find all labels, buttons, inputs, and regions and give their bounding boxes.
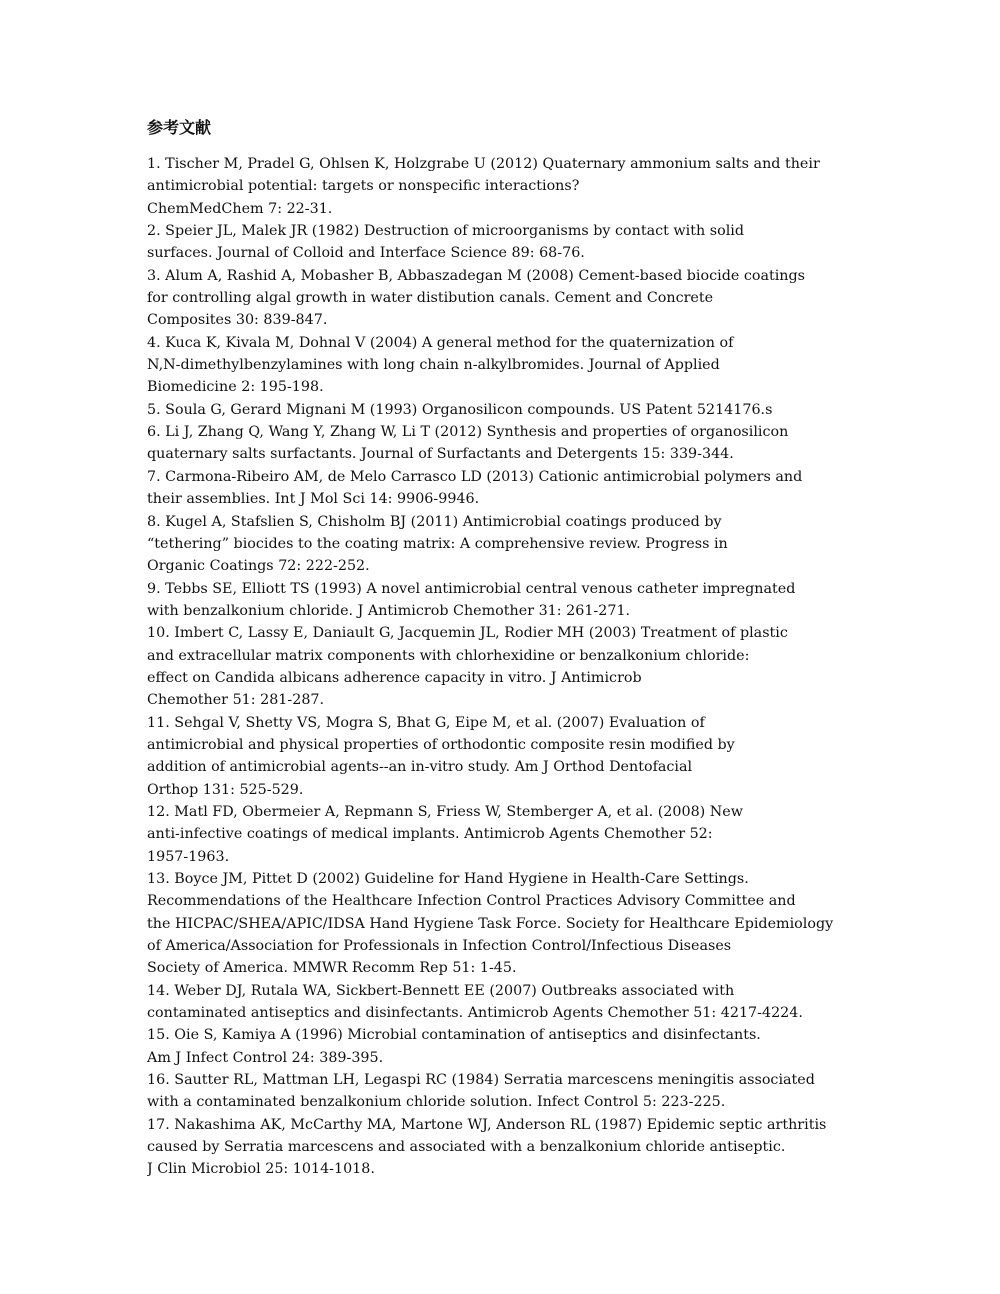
reference-line: ChemMedChem 7: 22-31. — [147, 200, 333, 217]
reference-line: quaternary salts surfactants. Journal of Surfactants and Detergents 15: 339-344. — [147, 446, 734, 463]
reference-line: anti-infective coatings of medical implants. Antimicrob Agents Chemother 52: — [147, 826, 713, 843]
reference-page — [147, 117, 859, 1181]
reference-item — [147, 1024, 859, 1069]
reference-item — [147, 220, 859, 265]
reference-line: Orthop 131: 525-529. — [147, 781, 304, 798]
reference-line: 10. Imbert C, Lassy E, Daniault G, Jacquemin JL, Rodier MH (2003) Treatment of plastic — [147, 625, 788, 642]
reference-line: antimicrobial potential: targets or nonspecific interactions? — [147, 178, 580, 195]
reference-line: Chemother 51: 281-287. — [147, 692, 325, 709]
reference-line: 4. Kuca K, Kivala M, Dohnal V (2004) A general method for the quaternization of — [147, 334, 734, 351]
reference-item — [147, 622, 859, 711]
reference-line: 8. Kugel A, Stafslien S, Chisholm BJ (2011) Antimicrobial coatings produced by — [147, 513, 722, 530]
reference-item — [147, 1114, 859, 1181]
reference-item — [147, 265, 859, 332]
reference-line: 17. Nakashima AK, McCarthy MA, Martone WJ, Anderson RL (1987) Epidemic septic arthritis — [147, 1116, 827, 1133]
reference-line: Am J Infect Control 24: 389-395. — [147, 1049, 384, 1066]
reference-line: surfaces. Journal of Colloid and Interface Science 89: 68-76. — [147, 245, 585, 262]
reference-line: of America/Association for Professionals in Infection Control/Infectious Diseases — [147, 938, 732, 955]
reference-line: 6. Li J, Zhang Q, Wang Y, Zhang W, Li T (2012) Synthesis and properties of organosilicon — [147, 424, 789, 441]
reference-line: N,N-dimethylbenzylamines with long chain n-alkylbromides. Journal of Applied — [147, 357, 720, 374]
reference-line: 3. Alum A, Rashid A, Mobasher B, Abbaszadegan M (2008) Cement-based biocide coatings — [147, 267, 805, 284]
reference-line: Recommendations of the Healthcare Infection Control Practices Advisory Committee and — [147, 893, 796, 910]
reference-list — [147, 153, 859, 1181]
reference-line: their assemblies. Int J Mol Sci 14: 9906-9946. — [147, 491, 480, 508]
reference-item — [147, 1069, 859, 1114]
reference-line: and extracellular matrix components with chlorhexidine or benzalkonium chloride: — [147, 647, 750, 664]
reference-line: 5. Soula G, Gerard Mignani M (1993) Organosilicon compounds. US Patent 5214176.s — [147, 401, 773, 418]
reference-item — [147, 868, 859, 980]
reference-line: 13. Boyce JM, Pittet D (2002) Guideline for Hand Hygiene in Health-Care Settings. — [147, 871, 749, 887]
reference-line: 1. Tischer M, Pradel G, Ohlsen K, Holzgrabe U (2012) Quaternary ammonium salts and their — [147, 156, 820, 172]
reference-item — [147, 578, 859, 623]
reference-line: antimicrobial and physical properties of orthodontic composite resin modified by — [147, 736, 735, 753]
reference-line: Society of America. MMWR Recomm Rep 51: 1-45. — [147, 960, 517, 977]
reference-line: 14. Weber DJ, Rutala WA, Sickbert-Bennett EE (2007) Outbreaks associated with — [147, 982, 735, 999]
reference-item — [147, 980, 859, 1025]
reference-item — [147, 801, 859, 868]
reference-line: contaminated antiseptics and disinfectants. Antimicrob Agents Chemother 51: 4217-4224. — [147, 1005, 803, 1022]
reference-line: Composites 30: 839-847. — [147, 312, 328, 329]
references-heading: 参考文献 — [147, 118, 212, 137]
reference-line: 9. Tebbs SE, Elliott TS (1993) A novel antimicrobial central venous catheter impregnated — [147, 580, 796, 597]
reference-item — [147, 153, 859, 220]
reference-line: 11. Sehgal V, Shetty VS, Mogra S, Bhat G, Eipe M, et al. (2007) Evaluation of — [147, 714, 705, 731]
reference-item — [147, 332, 859, 399]
reference-line: Biomedicine 2: 195-198. — [147, 379, 324, 396]
reference-item — [147, 511, 859, 578]
reference-line: 1957-1963. — [147, 848, 230, 865]
reference-line: Organic Coatings 72: 222-252. — [147, 558, 370, 575]
reference-item — [147, 399, 859, 421]
reference-line: 15. Oie S, Kamiya A (1996) Microbial contamination of antiseptics and disinfectants. — [147, 1027, 761, 1044]
reference-line: with a contaminated benzalkonium chloride solution. Infect Control 5: 223-225. — [147, 1094, 726, 1111]
reference-item — [147, 466, 859, 511]
reference-item — [147, 712, 859, 801]
reference-line: 16. Sautter RL, Mattman LH, Legaspi RC (1984) Serratia marcescens meningitis associated — [147, 1072, 815, 1089]
reference-line: 12. Matl FD, Obermeier A, Repmann S, Friess W, Stemberger A, et al. (2008) New — [147, 803, 744, 820]
reference-item — [147, 421, 859, 466]
reference-line: addition of antimicrobial agents--an in-vitro study. Am J Orthod Dentofacial — [147, 759, 693, 776]
reference-line: the HICPAC/SHEA/APIC/IDSA Hand Hygiene Task Force. Society for Healthcare Epidemiology — [147, 915, 834, 932]
reference-line: “tethering” biocides to the coating matrix: A comprehensive review. Progress in — [147, 535, 728, 552]
reference-line: J Clin Microbiol 25: 1014-1018. — [147, 1161, 375, 1178]
reference-line: effect on Candida albicans adherence capacity in vitro. J Antimicrob — [147, 669, 642, 686]
reference-line: 7. Carmona-Ribeiro AM, de Melo Carrasco LD (2013) Cationic antimicrobial polymers and — [147, 468, 803, 485]
reference-line: 2. Speier JL, Malek JR (1982) Destruction of microorganisms by contact with solid — [147, 223, 744, 240]
reference-line: with benzalkonium chloride. J Antimicrob Chemother 31: 261-271. — [147, 602, 631, 619]
reference-line: caused by Serratia marcescens and associated with a benzalkonium chloride antiseptic. — [147, 1139, 786, 1156]
reference-line: for controlling algal growth in water distibution canals. Cement and Concrete — [147, 290, 714, 307]
